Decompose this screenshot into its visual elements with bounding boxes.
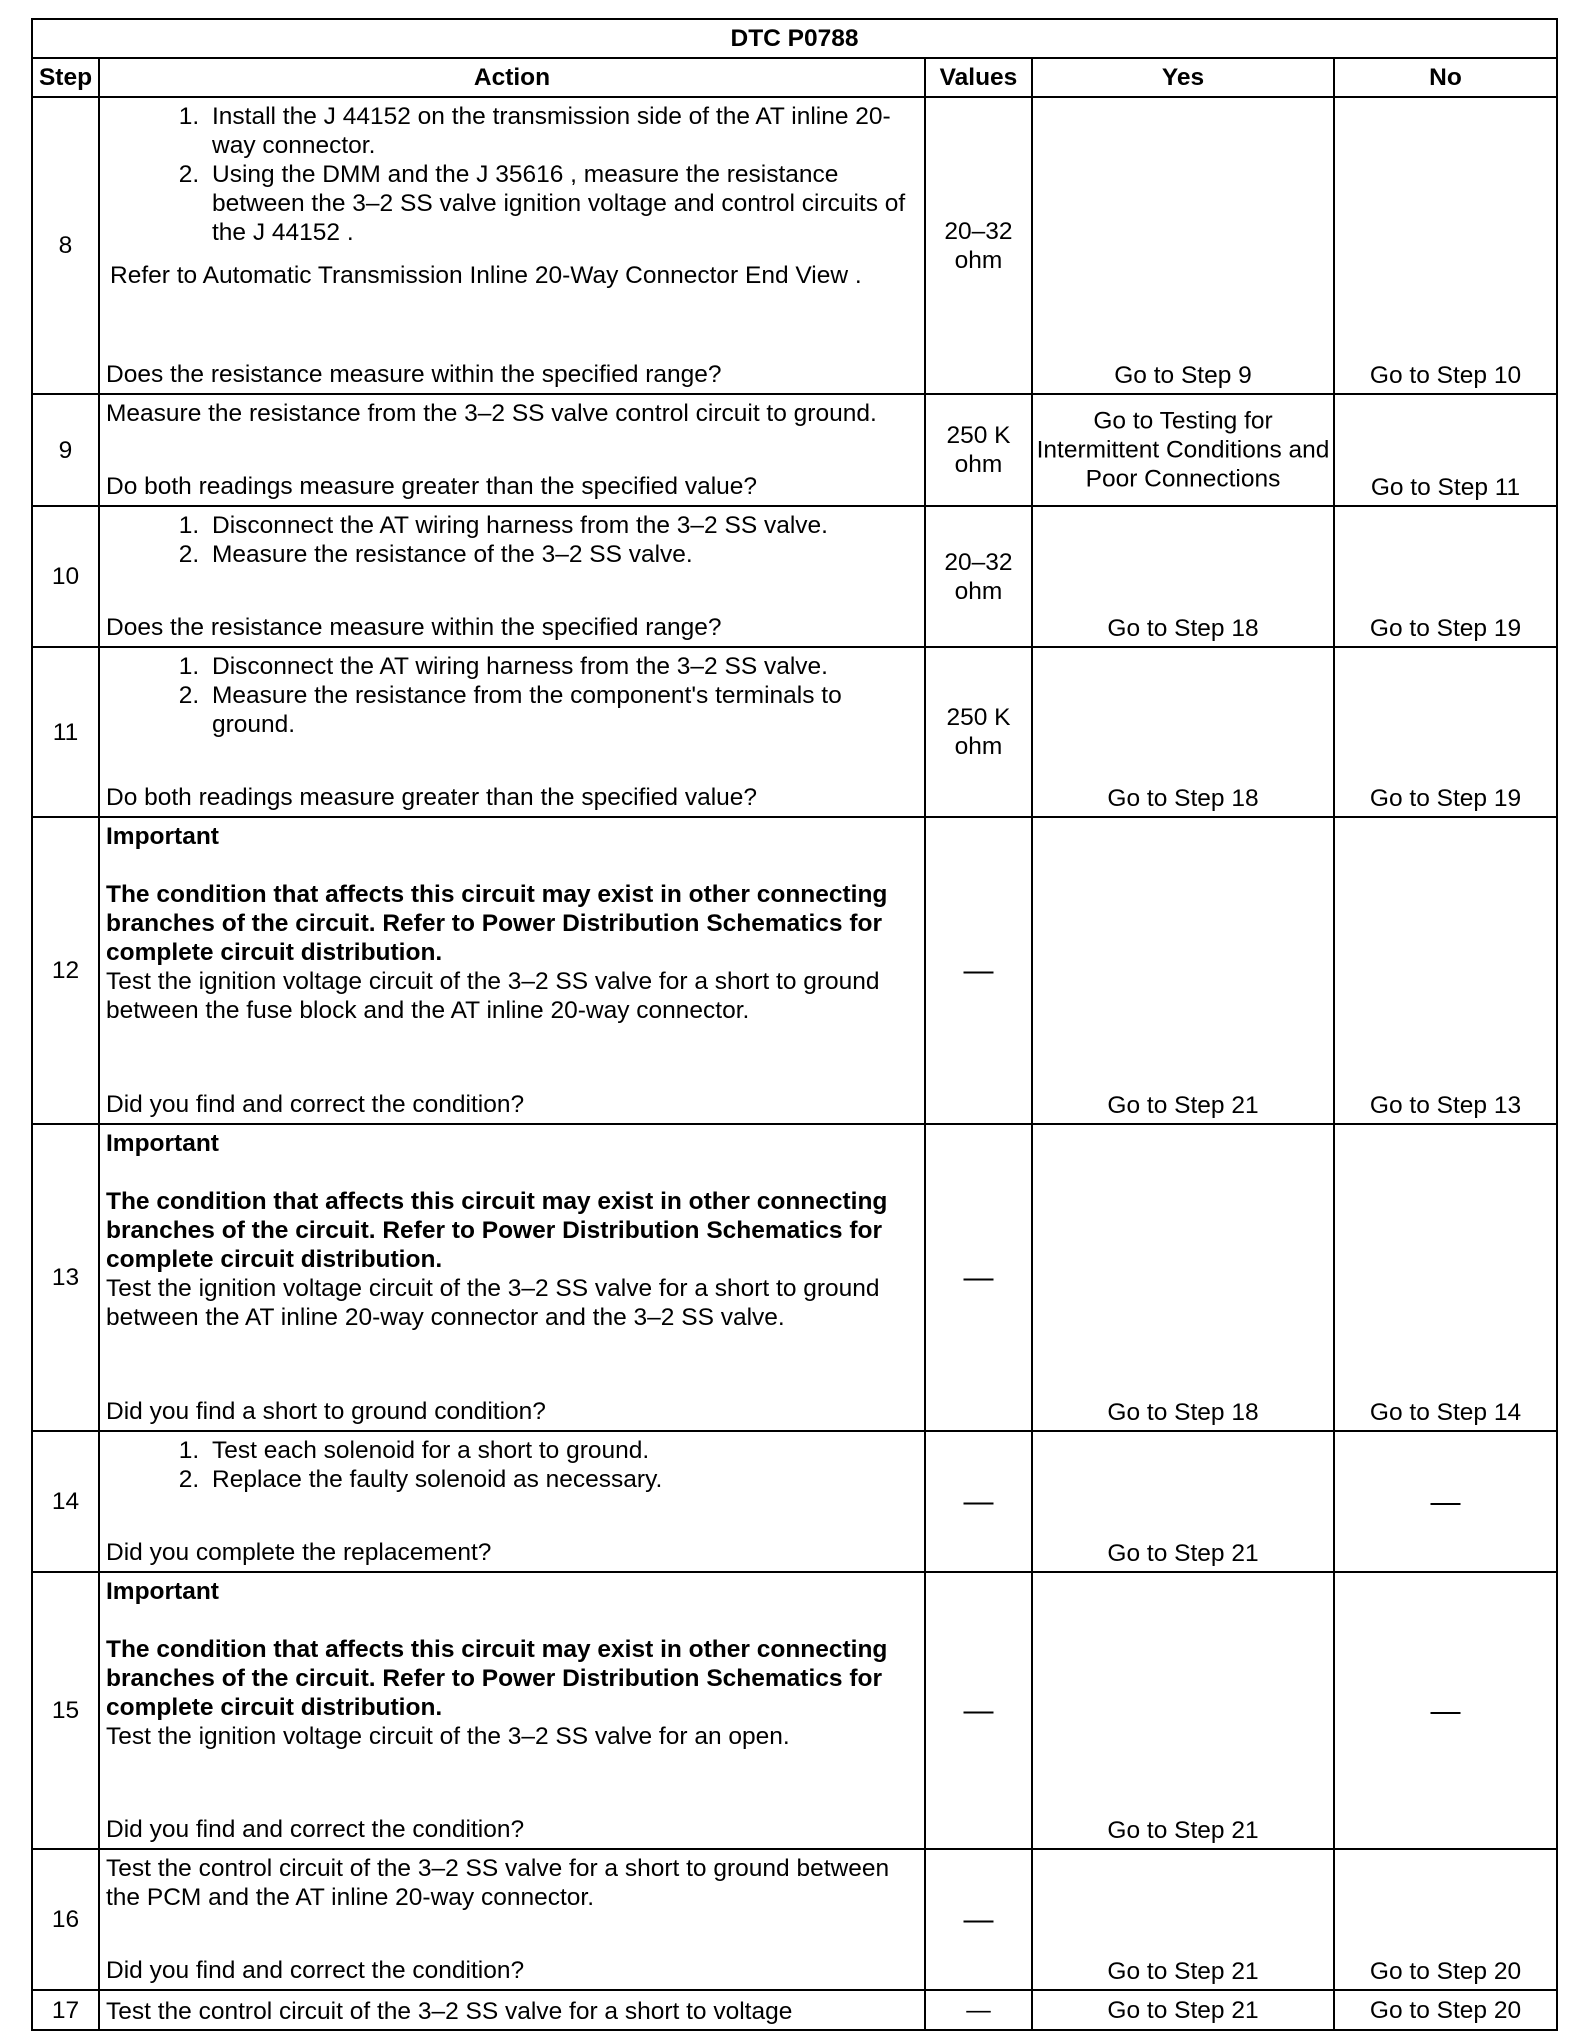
action-text: Measure the resistance from the 3–2 SS valve control circuit to ground.: [106, 400, 877, 427]
step-number: 12: [32, 817, 99, 1124]
no-text: Go to Step 11: [1370, 474, 1521, 501]
action-cell: [99, 1431, 925, 1572]
action-question: Did you find a short to ground condition?: [106, 1398, 546, 1425]
value-cell: —: [925, 1990, 1032, 2030]
value-cell: [925, 647, 1032, 817]
important-heading: Important: [106, 1130, 219, 1157]
step-number: 16: [32, 1849, 99, 1990]
action-list: [106, 511, 918, 569]
action-list-item: 2. Using the DMM and the J 35616 , measure the resistance between the 3–2 SS valve ignition voltage and control circuits of the J 44152 .: [206, 160, 918, 247]
value-cell: —: [925, 1572, 1032, 1849]
no-cell: [1334, 394, 1557, 506]
important-note: The condition that affects this circuit may exist in other connecting branches of the circuit. Refer to Power Distribution Schematics for complete circuit distribution.: [106, 1636, 888, 1721]
action-question: Did you find and correct the condition?: [106, 1816, 525, 1843]
action-list-item: 2. Measure the resistance of the 3–2 SS valve.: [206, 540, 918, 569]
no-cell: [1334, 817, 1557, 1124]
yes-cell: [1032, 817, 1334, 1124]
no-text: Go to Step 20: [1369, 1958, 1522, 1985]
action-list-item: 2. Replace the faulty solenoid as necessary.: [206, 1465, 918, 1494]
no-text: Go to Step 19: [1369, 615, 1522, 642]
yes-text: Go to Step 21: [1107, 1540, 1259, 1567]
table-row: [32, 97, 1557, 394]
header-no: No: [1334, 58, 1557, 97]
no-cell: [1334, 1431, 1557, 1572]
step-number: 10: [32, 506, 99, 647]
action-list: [106, 1436, 918, 1494]
table-row: [32, 817, 1557, 1124]
yes-text: Go to Step 9: [1114, 362, 1252, 389]
action-question: Does the resistance measure within the specified range?: [106, 614, 722, 641]
no-text: —: [1430, 1694, 1461, 1727]
yes-text: Go to Step 18: [1107, 1399, 1259, 1426]
action-question: Does the resistance measure within the specified range?: [106, 361, 722, 388]
action-cell: [99, 97, 925, 394]
yes-cell: [1032, 394, 1334, 506]
no-cell: [1334, 97, 1557, 394]
step-number: 17: [32, 1990, 99, 2030]
action-cell: [99, 647, 925, 817]
table-row: [32, 1124, 1557, 1431]
action-list-item: 1. Disconnect the AT wiring harness from the 3–2 SS valve.: [206, 652, 918, 681]
action-cell: [99, 1849, 925, 1990]
yes-text: Go to Testing for Intermittent Conditions and Poor Connections: [1036, 407, 1330, 493]
value-cell: [925, 394, 1032, 506]
action-question: Did you find and correct the condition?: [106, 1091, 525, 1118]
action-cell: [99, 394, 925, 506]
action-cell: [99, 1572, 925, 1849]
table-title: DTC P0788: [32, 19, 1557, 58]
no-cell: [1334, 1124, 1557, 1431]
value-cell: —: [925, 1849, 1032, 1990]
action-list: [106, 102, 918, 247]
yes-text: Go to Step 21: [1107, 1817, 1259, 1844]
table-row: [32, 1990, 1557, 2030]
value-text: 250 K ohm: [946, 422, 1011, 478]
important-note: The condition that affects this circuit may exist in other connecting branches of the circuit. Refer to Power Distribution Schematics for complete circuit distribution.: [106, 881, 888, 966]
action-text: Test the ignition voltage circuit of the 3–2 SS valve for a short to ground between the AT inline 20-way connector and the 3–2 SS valve.: [106, 1275, 880, 1331]
action-list-item: 1. Install the J 44152 on the transmission side of the AT inline 20-way connector.: [206, 102, 918, 160]
no-cell: Go to Step 20: [1334, 1990, 1557, 2030]
action-question: Did you complete the replacement?: [106, 1539, 492, 1566]
yes-cell: [1032, 1572, 1334, 1849]
no-text: Go to Step 19: [1369, 785, 1522, 812]
action-cell: [99, 817, 925, 1124]
action-list-item: 1. Test each solenoid for a short to ground.: [206, 1436, 918, 1465]
value-cell: —: [925, 1124, 1032, 1431]
action-text: Test the control circuit of the 3–2 SS valve for a short to voltage: [106, 1997, 793, 2025]
yes-cell: Go to Step 21: [1032, 1990, 1334, 2030]
action-list: [106, 652, 918, 739]
no-text: —: [1430, 1485, 1461, 1518]
yes-text: Go to Step 21: [1107, 1092, 1259, 1119]
important-note: The condition that affects this circuit may exist in other connecting branches of the circuit. Refer to Power Distribution Schematics for complete circuit distribution.: [106, 1188, 888, 1273]
no-text: Go to Step 14: [1369, 1399, 1522, 1426]
table-row: [32, 394, 1557, 506]
value-text: 20–32 ohm: [944, 548, 1013, 605]
no-cell: [1334, 1572, 1557, 1849]
dtc-table: [31, 18, 1558, 2031]
step-number: 14: [32, 1431, 99, 1572]
yes-cell: [1032, 1431, 1334, 1572]
yes-cell: [1032, 506, 1334, 647]
yes-cell: [1032, 1124, 1334, 1431]
no-text: Go to Step 13: [1369, 1092, 1522, 1119]
table-row: [32, 647, 1557, 817]
table-row: [32, 506, 1557, 647]
table-row: [32, 1431, 1557, 1572]
step-number: 9: [32, 394, 99, 506]
yes-cell: [1032, 97, 1334, 394]
value-text: 20–32 ohm: [944, 217, 1013, 274]
value-text: 250 K ohm: [946, 704, 1011, 760]
reference-note: Refer to Automatic Transmission Inline 20-Way Connector End View .: [110, 262, 862, 289]
header-step: Step: [32, 58, 99, 97]
action-question: Do both readings measure greater than the specified value?: [106, 473, 758, 500]
action-text: Test the ignition voltage circuit of the 3–2 SS valve for a short to ground between the fuse block and the AT inline 20-way connector.: [106, 968, 880, 1024]
no-cell: [1334, 647, 1557, 817]
header-yes: Yes: [1032, 58, 1334, 97]
table-row: [32, 1572, 1557, 1849]
important-heading: Important: [106, 1578, 219, 1605]
action-text: Test the ignition voltage circuit of the 3–2 SS valve for an open.: [106, 1723, 790, 1750]
yes-text: Go to Step 18: [1107, 785, 1259, 812]
value-cell: [925, 97, 1032, 394]
action-cell: [99, 1124, 925, 1431]
step-number: 8: [32, 97, 99, 394]
table-row: [32, 1849, 1557, 1990]
yes-cell: [1032, 647, 1334, 817]
action-text: Test the control circuit of the 3–2 SS valve for a short to ground between the PCM and the AT inline 20-way connector.: [106, 1855, 890, 1911]
action-list-item: 1. Disconnect the AT wiring harness from the 3–2 SS valve.: [206, 511, 918, 540]
yes-text: Go to Step 18: [1107, 615, 1259, 642]
value-cell: [925, 506, 1032, 647]
value-cell: —: [925, 1431, 1032, 1572]
header-values: Values: [925, 58, 1032, 97]
step-number: 15: [32, 1572, 99, 1849]
no-cell: [1334, 506, 1557, 647]
yes-text: Go to Step 21: [1107, 1958, 1259, 1985]
no-cell: [1334, 1849, 1557, 1990]
yes-cell: [1032, 1849, 1334, 1990]
no-text: Go to Step 10: [1369, 362, 1522, 389]
value-cell: —: [925, 817, 1032, 1124]
action-cell: [99, 1990, 925, 2030]
important-heading: Important: [106, 823, 219, 850]
step-number: 13: [32, 1124, 99, 1431]
header-action: Action: [99, 58, 925, 97]
action-list-item: 2. Measure the resistance from the component's terminals to ground.: [206, 681, 918, 739]
action-question: Do both readings measure greater than the specified value?: [106, 784, 758, 811]
action-cell: [99, 506, 925, 647]
step-number: 11: [32, 647, 99, 817]
action-question: Did you find and correct the condition?: [106, 1957, 525, 1984]
